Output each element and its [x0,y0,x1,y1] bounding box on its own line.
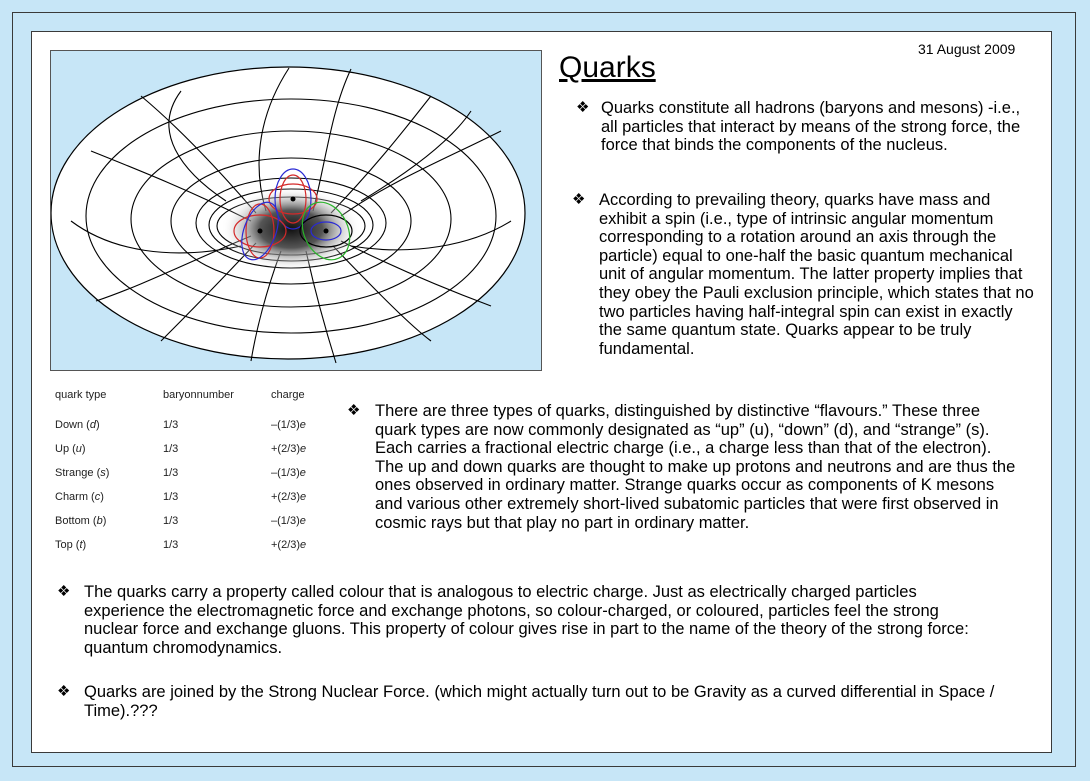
gluon-field-diagram [51,51,541,370]
page-title: Quarks [559,51,656,84]
table-row: Strange (s) 1/3 –(1/3)e [55,461,341,485]
date-label: 31 August 2009 [918,41,1016,57]
table-row: Down (d) 1/3 –(1/3)e [55,413,341,437]
header-quark-type: quark type [55,389,107,401]
baryon-cell: 1/3 [163,443,179,455]
quark-properties-table [55,389,341,557]
charge-cell: +(2/3)e [271,491,307,503]
table-header-row [55,389,341,403]
bullet-hadrons-text: Quarks constitute all hadrons (baryons and mesons) -i.e., all particles that interact by means of the strong force, the force that binds the components of the nucleus. [601,99,1021,155]
bullet-flavours-text: There are three types of quarks, distinguished by distinctive “flavours.” These three quark types are now commonly designated as “up” (u), “down” (d), and “strange” (s). Each carries a fractional electric charge (i.e., a charge less than that of the electron). The up and down quarks are thought to make up protons and neutrons and are thus the ones observed in ordinary matter. Strange quarks occur as components of K mesons and various other extremely short-lived subatomic particles that were first observed in cosmic rays but that play no part in ordinary matter. [375,402,1016,532]
quark-field-illustration [50,50,542,371]
table-row: Charm (c) 1/3 +(2/3)e [55,485,341,509]
charge-cell: –(1/3)e [271,467,306,479]
bullet-spin-text: According to prevailing theory, quarks have mass and exhibit a spin (i.e., type of intrinsic angular momentum corresponding to a rotation around an axis through the particle) equal to one-half the basic quantum mechanical unit of angular momentum. The latter property implies that they obey the Pauli exclusion principle, which states that no two particles having half-integral spin can exist in exactly the same quantum state. Quarks appear to be truly fundamental. [599,191,1034,358]
bullet-colour-text: The quarks carry a property called colour that is analogous to electric charge. Just as electrically charged particles experience the electromagnetic force and exchange photons, so colour-charged, or coloured, particles feel the strong nuclear force and exchange gluons. This property of colour gives rise in part to the name of the theory of the strong force: quantum chromodynamics. [84,583,969,657]
baryon-cell: 1/3 [163,491,179,503]
header-baryon-number: baryonnumber [163,389,234,401]
diamond-bullet-icon: ❖ [57,683,71,700]
charge-cell: +(2/3)e [271,443,307,455]
diamond-bullet-icon: ❖ [572,191,586,208]
baryon-cell: 1/3 [163,539,179,551]
diamond-bullet-icon: ❖ [347,402,361,419]
charge-cell: +(2/3)e [271,539,307,551]
header-charge: charge [271,389,305,401]
baryon-cell: 1/3 [163,467,179,479]
table-row: Top (t) 1/3 +(2/3)e [55,533,341,557]
table-row: Bottom (b) 1/3 –(1/3)e [55,509,341,533]
diamond-bullet-icon: ❖ [576,99,590,116]
charge-cell: –(1/3)e [271,515,306,527]
table-row: Up (u) 1/3 +(2/3)e [55,437,341,461]
diamond-bullet-icon: ❖ [57,583,71,600]
charge-cell: –(1/3)e [271,419,306,431]
baryon-cell: 1/3 [163,515,179,527]
bullet-strong-force-text: Quarks are joined by the Strong Nuclear Force. (which might actually turn out to be Gravity as a curved differential in Space / Time).??? [84,683,995,720]
baryon-cell: 1/3 [163,419,179,431]
